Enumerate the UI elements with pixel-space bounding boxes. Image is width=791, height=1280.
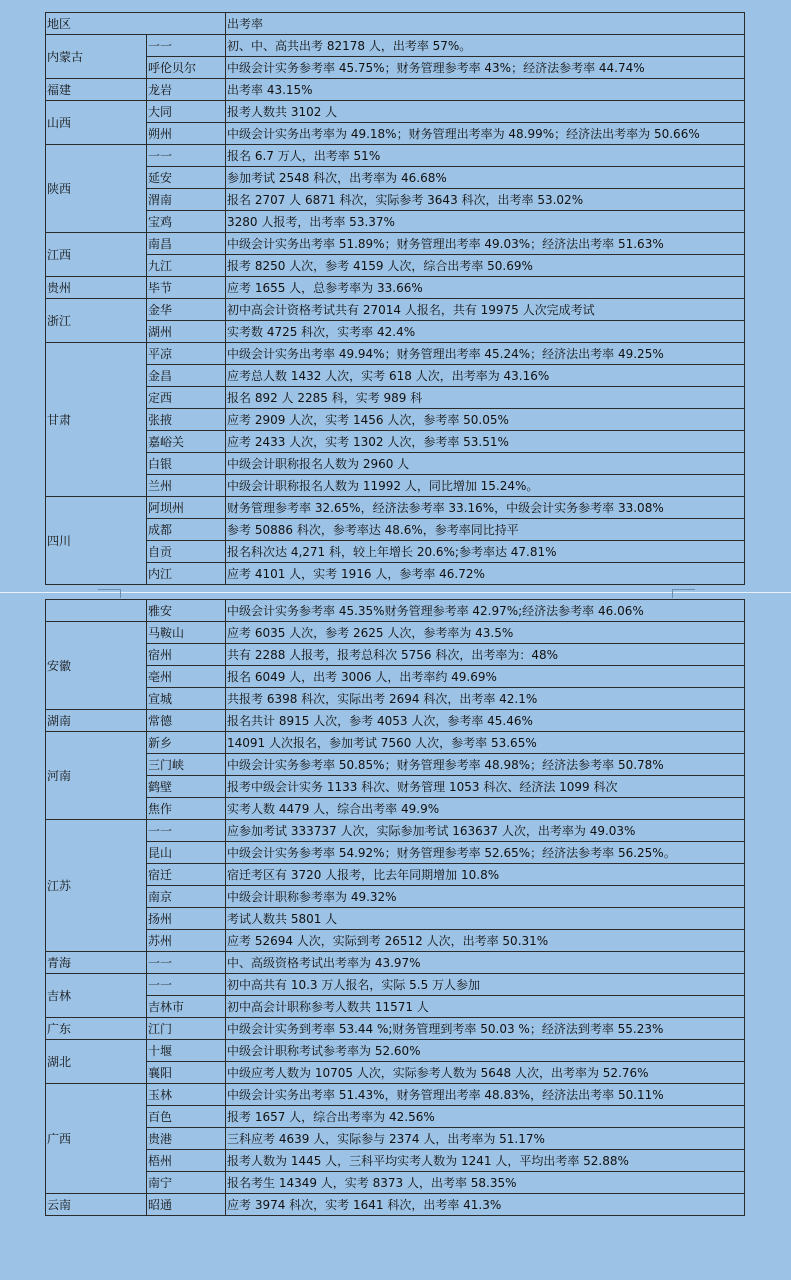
header-row: [46, 13, 745, 35]
city-cell: 一一: [147, 820, 226, 842]
region-cell: 吉林: [46, 974, 147, 1018]
rate-detail-cell: 应考 52694 人次，实际到考 26512 人次，出考率 50.31%: [226, 930, 745, 952]
city-cell: 宣城: [147, 688, 226, 710]
city-cell: 焦作: [147, 798, 226, 820]
rate-detail-cell: 出考率 43.15%: [226, 79, 745, 101]
rate-detail-cell: 宿迁考区有 3720 人报考，比去年同期增加 10.8%: [226, 864, 745, 886]
table-row: [46, 233, 745, 255]
city-cell: 一一: [147, 145, 226, 167]
rate-detail-cell: 报名 892 人 2285 科，实考 989 科: [226, 387, 745, 409]
region-cell: 山西: [46, 101, 147, 145]
city-cell: 十堰: [147, 1040, 226, 1062]
city-cell: 亳州: [147, 666, 226, 688]
table-row: [46, 145, 745, 167]
city-cell: 兰州: [147, 475, 226, 497]
rate-detail-cell: 中级会计职称考试参考率为 52.60%: [226, 1040, 745, 1062]
rate-detail-cell: 初中高会计资格考试共有 27014 人报名，共有 19975 人次完成考试: [226, 299, 745, 321]
table-row: [46, 754, 745, 776]
region-cell: 陕西: [46, 145, 147, 233]
table-row: [46, 211, 745, 233]
rate-detail-cell: 应考 1655 人，总参考率为 33.66%: [226, 277, 745, 299]
city-cell: 宿迁: [147, 864, 226, 886]
rate-detail-cell: 中级会计实务参考率 45.35%财务管理参考率 42.97%;经济法参考率 46.06%: [226, 600, 745, 622]
table-row: [46, 600, 745, 622]
table-row: [46, 519, 745, 541]
city-cell: 嘉峪关: [147, 431, 226, 453]
city-cell: 南京: [147, 886, 226, 908]
rate-detail-cell: 报名 2707 人 6871 科次，实际参考 3643 科次，出考率 53.02%: [226, 189, 745, 211]
city-cell: 江门: [147, 1018, 226, 1040]
city-cell: 昆山: [147, 842, 226, 864]
table-row: [46, 475, 745, 497]
rate-detail-cell: 共有 2288 人报考，报考总科次 5756 科次，出考率为：48%: [226, 644, 745, 666]
city-cell: 呼伦贝尔: [147, 57, 226, 79]
table-row: [46, 952, 745, 974]
table-row: [46, 666, 745, 688]
rate-detail-cell: 参加考试 2548 科次，出考率为 46.68%: [226, 167, 745, 189]
table-row: [46, 1172, 745, 1194]
region-cell: 福建: [46, 79, 147, 101]
city-cell: 贵港: [147, 1128, 226, 1150]
rate-detail-cell: 三科应考 4639 人，实际参与 2374 人，出考率为 51.17%: [226, 1128, 745, 1150]
table-row: [46, 622, 745, 644]
table-row: [46, 79, 745, 101]
rate-detail-cell: 报名共计 8915 人次，参考 4053 人次，参考率 45.46%: [226, 710, 745, 732]
table-row: [46, 1106, 745, 1128]
rate-detail-cell: 参考 50886 科次，参考率达 48.6%，参考率同比持平: [226, 519, 745, 541]
table-row: [46, 1062, 745, 1084]
city-cell: 白银: [147, 453, 226, 475]
rate-detail-cell: 财务管理参考率 32.65%，经济法参考率 33.16%，中级会计实务参考率 33.08%: [226, 497, 745, 519]
rate-detail-cell: 报考人数共 3102 人: [226, 101, 745, 123]
city-cell: 大同: [147, 101, 226, 123]
city-cell: 百色: [147, 1106, 226, 1128]
city-cell: 襄阳: [147, 1062, 226, 1084]
region-cell: 湖北: [46, 1040, 147, 1084]
table-row: [46, 1040, 745, 1062]
region-cell: 内蒙古: [46, 35, 147, 79]
rate-detail-cell: 中级会计实务参考率 54.92%；财务管理参考率 52.65%；经济法参考率 56.25%。: [226, 842, 745, 864]
rate-detail-cell: 中级会计实务出考率 51.89%；财务管理出考率 49.03%；经济法出考率 51.63%: [226, 233, 745, 255]
city-cell: 鹤壁: [147, 776, 226, 798]
table-row: [46, 864, 745, 886]
rate-detail-cell: 应考 4101 人，实考 1916 人，参考率 46.72%: [226, 563, 745, 585]
rate-detail-cell: 中级会计职称参考率为 49.32%: [226, 886, 745, 908]
region-cell: 安徽: [46, 622, 147, 710]
city-cell: 一一: [147, 952, 226, 974]
rate-detail-cell: 实考数 4725 科次，实考率 42.4%: [226, 321, 745, 343]
rate-detail-cell: 应考总人数 1432 人次，实考 618 人次，出考率为 43.16%: [226, 365, 745, 387]
rate-detail-cell: 报考中级会计实务 1133 科次、财务管理 1053 科次、经济法 1099 科次: [226, 776, 745, 798]
exam-rate-table-page-2: [45, 599, 745, 1216]
table-row: [46, 974, 745, 996]
region-cell: 青海: [46, 952, 147, 974]
city-cell: 扬州: [147, 908, 226, 930]
exam-rate-table-page-1: [45, 12, 745, 585]
table-row: [46, 1018, 745, 1040]
table-row: [46, 343, 745, 365]
table-row: [46, 299, 745, 321]
city-cell: 自贡: [147, 541, 226, 563]
city-cell: 雅安: [147, 600, 226, 622]
rate-detail-cell: 应参加考试 333737 人次，实际参加考试 163637 人次，出考率为 49.03%: [226, 820, 745, 842]
table-row: [46, 563, 745, 585]
rate-detail-cell: 中级会计职称报名人数为 2960 人: [226, 453, 745, 475]
page-corner-mark-right: [672, 589, 695, 598]
city-cell: 定西: [147, 387, 226, 409]
rate-detail-cell: 应考 3974 科次，实考 1641 科次，出考率 41.3%: [226, 1194, 745, 1216]
city-cell: 新乡: [147, 732, 226, 754]
city-cell: 内江: [147, 563, 226, 585]
city-cell: 南昌: [147, 233, 226, 255]
city-cell: 湖州: [147, 321, 226, 343]
table-row: [46, 710, 745, 732]
rate-detail-cell: 报考 1657 人，综合出考率为 42.56%: [226, 1106, 745, 1128]
rate-detail-cell: 报名 6.7 万人，出考率 51%: [226, 145, 745, 167]
table-row: [46, 886, 745, 908]
region-cell: 广西: [46, 1084, 147, 1194]
table-row: [46, 365, 745, 387]
region-cell: 浙江: [46, 299, 147, 343]
table-row: [46, 798, 745, 820]
rate-detail-cell: 报名科次达 4,271 科，较上年增长 20.6%;参考率达 47.81%: [226, 541, 745, 563]
header-rate-cell: 出考率: [226, 13, 745, 35]
city-cell: 平凉: [147, 343, 226, 365]
rate-detail-cell: 中、高级资格考试出考率为 43.97%: [226, 952, 745, 974]
table-row: [46, 1128, 745, 1150]
table-row: [46, 732, 745, 754]
rate-detail-cell: 中级会计实务出考率 51.43%，财务管理出考率 48.83%，经济法出考率 50.11%: [226, 1084, 745, 1106]
city-cell: 南宁: [147, 1172, 226, 1194]
region-cell: 河南: [46, 732, 147, 820]
rate-detail-cell: 报考 8250 人次，参考 4159 人次，综合出考率 50.69%: [226, 255, 745, 277]
rate-detail-cell: 中级会计实务到考率 53.44 %;财务管理到考率 50.03 %；经济法到考率 55.23%: [226, 1018, 745, 1040]
region-cell: 云南: [46, 1194, 147, 1216]
rate-detail-cell: 应考 2433 人次，实考 1302 人次，参考率 53.51%: [226, 431, 745, 453]
city-cell: 一一: [147, 35, 226, 57]
rate-detail-cell: 报名 6049 人，出考 3006 人，出考率约 49.69%: [226, 666, 745, 688]
table-row: [46, 1084, 745, 1106]
city-cell: 一一: [147, 974, 226, 996]
rate-detail-cell: 中级会计实务出考率 49.94%；财务管理出考率 45.24%；经济法出考率 49.25%: [226, 343, 745, 365]
rate-detail-cell: 报名考生 14349 人，实考 8373 人，出考率 58.35%: [226, 1172, 745, 1194]
city-cell: 阿坝州: [147, 497, 226, 519]
city-cell: 常德: [147, 710, 226, 732]
city-cell: 延安: [147, 167, 226, 189]
city-cell: 宝鸡: [147, 211, 226, 233]
table-row: [46, 255, 745, 277]
table-row: [46, 688, 745, 710]
city-cell: 吉林市: [147, 996, 226, 1018]
table-row: [46, 842, 745, 864]
rate-detail-cell: 应考 6035 人次，参考 2625 人次，参考率为 43.5%: [226, 622, 745, 644]
rate-detail-cell: 应考 2909 人次，实考 1456 人次，参考率 50.05%: [226, 409, 745, 431]
table-row: [46, 409, 745, 431]
table-row: [46, 1150, 745, 1172]
table-row: [46, 1194, 745, 1216]
rate-detail-cell: 中级会计实务出考率为 49.18%；财务管理出考率为 48.99%；经济法出考率为 50.66%: [226, 123, 745, 145]
table-row: [46, 453, 745, 475]
header-region-cell: 地区: [46, 13, 226, 35]
rate-detail-cell: 中级会计实务参考率 50.85%；财务管理参考率 48.98%；经济法参考率 50.78%: [226, 754, 745, 776]
city-cell: 毕节: [147, 277, 226, 299]
table-row: [46, 644, 745, 666]
rate-detail-cell: 初、中、高共出考 82178 人，出考率 57%。: [226, 35, 745, 57]
city-cell: 梧州: [147, 1150, 226, 1172]
table-row: [46, 321, 745, 343]
table-row: [46, 123, 745, 145]
city-cell: 三门峡: [147, 754, 226, 776]
rate-detail-cell: 考试人数共 5801 人: [226, 908, 745, 930]
rate-detail-cell: 报考人数为 1445 人，三科平均实考人数为 1241 人，平均出考率 52.88%: [226, 1150, 745, 1172]
region-cell: [46, 600, 147, 622]
city-cell: 宿州: [147, 644, 226, 666]
city-cell: 朔州: [147, 123, 226, 145]
region-cell: 甘肃: [46, 343, 147, 497]
table-row: [46, 167, 745, 189]
city-cell: 苏州: [147, 930, 226, 952]
rate-detail-cell: 初中高会计职称参考人数共 11571 人: [226, 996, 745, 1018]
city-cell: 金华: [147, 299, 226, 321]
city-cell: 龙岩: [147, 79, 226, 101]
table-row: [46, 541, 745, 563]
table-row: [46, 908, 745, 930]
city-cell: 金昌: [147, 365, 226, 387]
region-cell: 江苏: [46, 820, 147, 952]
rate-detail-cell: 初中高共有 10.3 万人报名，实际 5.5 万人参加: [226, 974, 745, 996]
page-corner-mark-left: [98, 589, 121, 598]
table-row: [46, 497, 745, 519]
city-cell: 成都: [147, 519, 226, 541]
city-cell: 渭南: [147, 189, 226, 211]
table-row: [46, 387, 745, 409]
table-row: [46, 57, 745, 79]
table-row: [46, 930, 745, 952]
rate-detail-cell: 3280 人报考，出考率 53.37%: [226, 211, 745, 233]
table-row: [46, 189, 745, 211]
city-cell: 九江: [147, 255, 226, 277]
region-cell: 江西: [46, 233, 147, 277]
city-cell: 马鞍山: [147, 622, 226, 644]
city-cell: 张掖: [147, 409, 226, 431]
table-row: [46, 431, 745, 453]
rate-detail-cell: 共报考 6398 科次，实际出考 2694 科次，出考率 42.1%: [226, 688, 745, 710]
rate-detail-cell: 中级会计职称报名人数为 11992 人，同比增加 15.24%。: [226, 475, 745, 497]
region-cell: 湖南: [46, 710, 147, 732]
rate-detail-cell: 中级应考人数为 10705 人次，实际参考人数为 5648 人次，出考率为 52.76%: [226, 1062, 745, 1084]
table-row: [46, 35, 745, 57]
table-row: [46, 996, 745, 1018]
region-cell: 贵州: [46, 277, 147, 299]
table-row: [46, 101, 745, 123]
rate-detail-cell: 14091 人次报名，参加考试 7560 人次，参考率 53.65%: [226, 732, 745, 754]
table-row: [46, 820, 745, 842]
region-cell: 广东: [46, 1018, 147, 1040]
city-cell: 玉林: [147, 1084, 226, 1106]
region-cell: 四川: [46, 497, 147, 585]
table-row: [46, 277, 745, 299]
rate-detail-cell: 中级会计实务参考率 45.75%；财务管理参考率 43%；经济法参考率 44.74%: [226, 57, 745, 79]
rate-detail-cell: 实考人数 4479 人，综合出考率 49.9%: [226, 798, 745, 820]
table-row: [46, 776, 745, 798]
city-cell: 昭通: [147, 1194, 226, 1216]
